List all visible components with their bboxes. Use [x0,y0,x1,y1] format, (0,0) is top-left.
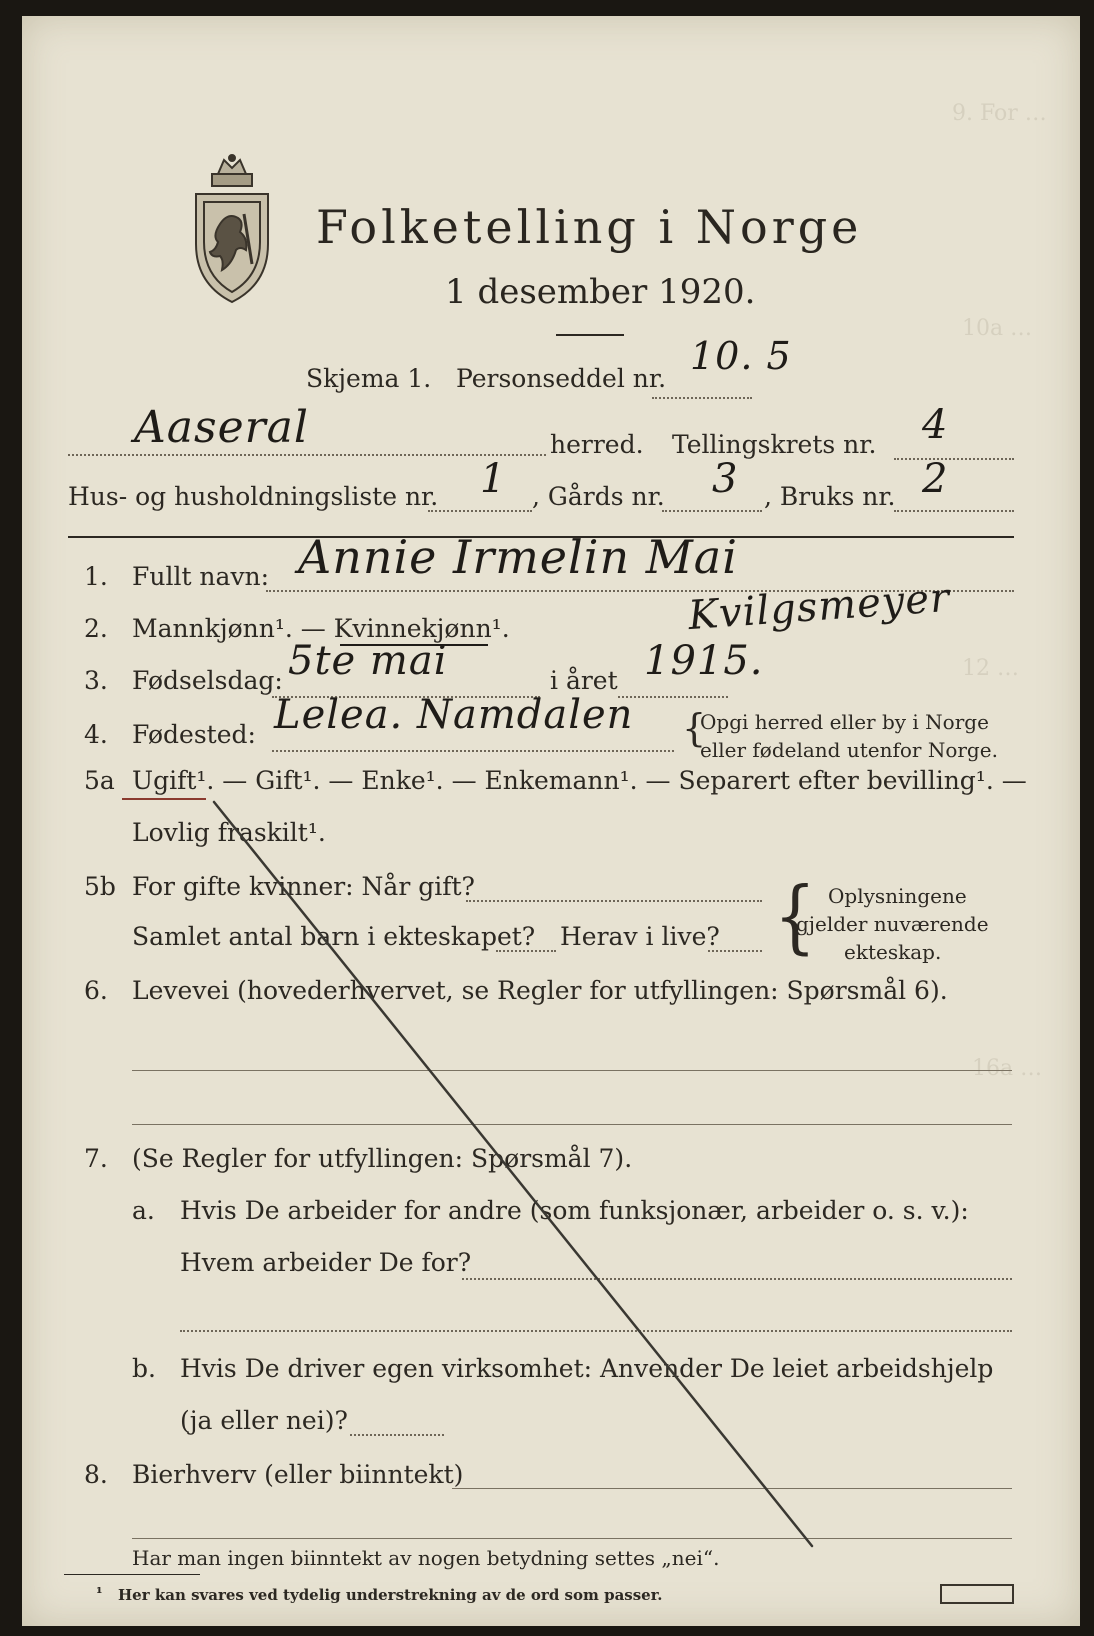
birthplace-note-1: Opgi herred eller by i Norge [700,710,989,734]
gards-label: , Gårds nr. [532,482,665,511]
strike-through-line [22,16,1080,1626]
husholdningsliste-value[interactable]: 1 [480,456,507,502]
schema-label: Skjema 1. [306,364,432,393]
q3-number: 3. [84,666,108,695]
tellingskrets-label: Tellingskrets nr. [672,430,877,459]
sex-options[interactable]: Mannkjønn¹. — Kvinnekjønn¹. [132,614,510,643]
form-title: Folketelling i Norge [316,200,863,254]
herred-label: herred. [550,430,644,459]
hired-help-label: (ja eller nei)? [180,1406,348,1435]
birthday-value[interactable]: 5te mai [288,638,448,684]
birth-year-value[interactable]: 1915. [644,638,764,684]
personseddel-number[interactable]: 10. 5 [690,334,792,378]
q4-label: Fødested: [132,720,256,749]
q7a-label: Hvis De arbeider for andre (som funksjonær, arbeider o. s. v.): [180,1196,969,1225]
husholdningsliste-label: Hus- og husholdningsliste nr. [68,482,439,511]
children-total-label: Samlet antal barn i ekteskapet? [132,922,536,951]
marriage-note-3: ekteskap. [844,940,942,964]
marriage-note-2: gjelder nuværende [796,912,989,936]
birthplace-note-2: eller fødeland utenfor Norge. [700,738,998,762]
q1-number: 1. [84,562,108,591]
q7b-label: Hvis De driver egen virksomhet: Anvender De leiet arbeidshjelp [180,1354,994,1383]
full-name-value[interactable]: Annie Irmelin Mai [298,530,738,584]
census-date: 1 desember 1920. [445,272,756,312]
tellingskrets-value[interactable]: 4 [922,402,949,448]
q1-label: Fullt navn: [132,562,270,591]
side-income-label: Bierhverv (eller biinntekt) [132,1460,464,1489]
marital-status-options-2[interactable]: Lovlig fraskilt¹. [132,818,326,847]
q7-number: 7. [84,1144,108,1173]
marriage-note-1: Oplysningene [828,884,967,908]
bruks-value[interactable]: 2 [922,456,949,502]
personseddel-label: Personseddel nr. [456,364,667,393]
surname-value[interactable]: Kvilgsmeyer [686,574,952,640]
q7a-letter: a. [132,1196,155,1225]
census-form-sheet: 9. For … 10a … 12 … 16a … Folketelling i Norge 1 desember 1920. Skjema 1. Personseddel nr. 10. 5 Aaseral herred. Tellingskrets nr. 4 Hus- og husholdningsliste nr. 1 , Gårds nr. 3 , Bruks nr. 2 1. Fullt navn: Annie Irmelin Mai 2. Mannkjønn¹. — Kvinnekjønn¹. Kvilgsmeyer 3. Fødselsdag: 5te mai i året 1915. 4. Fødested: Lelea. Namdalen { Opgi herred eller by i Norge eller fødeland utenfor Norge. 5a Ugift¹. — Gift¹. — Enke¹. — Enkemann¹. — Separert efter bevilling¹. — Lovlig fraskilt¹. 5b For gifte kvinner: Når gift? Samlet antal barn i ekteskapet? Herav i live? { Oplysningene gjelder nuværende ekteskap. 6. Levevei (hovederhvervet, se Regler for utfyllingen: Spørsmål 6). 7. (Se Regler for utfyllingen: Spørsmål 7). a. Hvis De arbeider for andre (som funksjonær, arbeider o. s. v.): Hvem arbeider De for? b. Hvis De driver egen virksomhet: Anvender De leiet arbeidshjelp (ja eller nei)? 8. Bierhverv (eller biinntekt) Har man ingen biinntekt av nogen betydning settes „nei“. ¹ Her kan svares ved tydelig understrekning av de ord som passer. [22,16,1080,1626]
year-label: i året [550,666,618,695]
occupation-label: Levevei (hovederhvervet, se Regler for utfyllingen: Spørsmål 6). [132,976,948,1005]
q5b-number: 5b [84,872,116,901]
brace-icon: { [774,870,816,963]
q8-number: 8. [84,1460,108,1489]
herred-value[interactable]: Aaseral [134,402,309,453]
q6-number: 6. [84,976,108,1005]
side-income-note: Har man ingen biinntekt av nogen betydning settes „nei“. [132,1546,720,1570]
q2-number: 2. [84,614,108,643]
children-alive-label: Herav i live? [560,922,720,951]
q7-label: (Se Regler for utfyllingen: Spørsmål 7). [132,1144,633,1173]
q5a-number: 5a [84,766,115,795]
employer-label: Hvem arbeider De for? [180,1248,472,1277]
q4-number: 4. [84,720,108,749]
gards-value[interactable]: 3 [712,456,739,502]
footnote-text: Her kan svares ved tydelig understrekning av de ord som passer. [118,1586,663,1604]
birthplace-value[interactable]: Lelea. Namdalen [274,692,634,738]
married-when-label: For gifte kvinner: Når gift? [132,872,475,901]
bruks-label: , Bruks nr. [764,482,896,511]
q3-label: Fødselsdag: [132,666,283,695]
footnote-mark: ¹ [96,1584,103,1602]
brace-icon: { [682,706,707,750]
q7b-letter: b. [132,1354,156,1383]
marital-status-options[interactable]: Ugift¹. — Gift¹. — Enke¹. — Enkemann¹. — Separert efter bevilling¹. — [132,766,1027,795]
